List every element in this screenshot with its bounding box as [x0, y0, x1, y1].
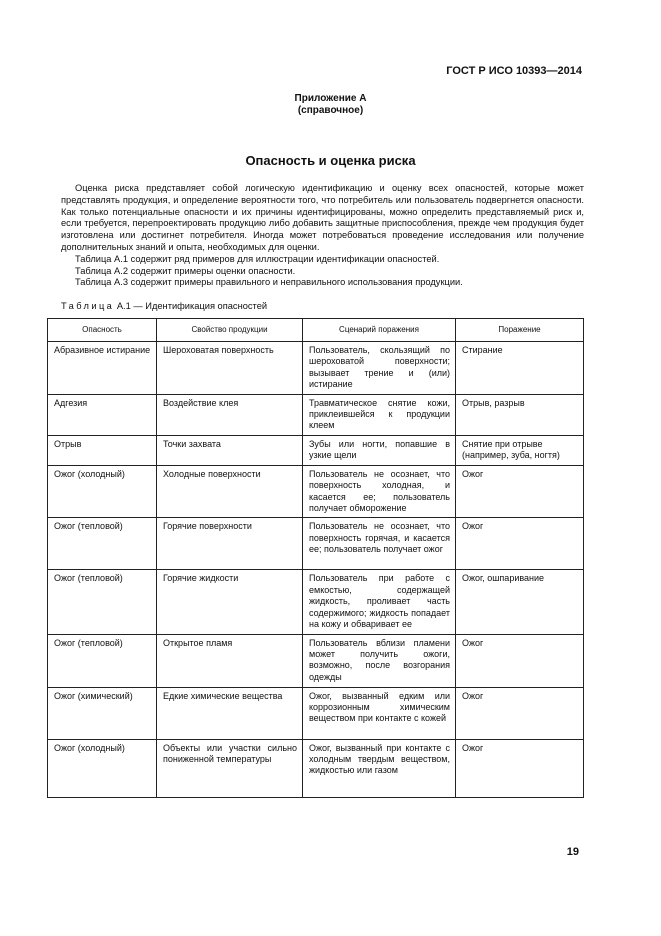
table-cell: Отрыв	[48, 435, 157, 465]
annex-label: Приложение А	[294, 93, 367, 104]
page-number: 19	[566, 846, 579, 858]
paragraph: Оценка риска представляет собой логическую идентификацию и оценку всех опасностей, которые может представлять продукция, и определение вероятности того, что потребитель или пользователь подвергнется опасности. Как только потенциальные опасности и их причины идентифицированы, можно определить представляемый риск и, если требуется, перепроектировать продукцию либо добавить защитные приспособления, прежде чем продукция будет изготовлена или достигнет потребителя. Иногда может потребоваться проведение исследования или получение дополнительных знаний и опыта, необходимых для оценки.	[61, 183, 584, 252]
table-cell: Ожог, вызванный едким или коррозионным химическим веществом при контакте с кожей	[303, 687, 456, 739]
table-row	[48, 634, 584, 687]
document-designation: ГОСТ Р ИСО 10393—2014	[446, 65, 582, 77]
table-cell: Пользователь, скользящий по шероховатой поверхности; вызывает трение и (или) истирание	[303, 342, 456, 395]
paragraph: Таблица А.1 содержит ряд примеров для иллюстрации идентификации опасностей.	[75, 253, 440, 264]
table-header-row	[48, 319, 584, 342]
table-caption	[61, 301, 267, 311]
table-cell: Горячие жидкости	[157, 570, 303, 634]
table-caption-text: А.1 — Идентификация опасностей	[116, 301, 268, 311]
table-cell: Пользователь при работе с емкостью, содержащей жидкость, проливает часть содержимого; жидкость попадает на кожу и обваривает ее	[303, 570, 456, 634]
table-cell: Открытое пламя	[157, 634, 303, 687]
table-cell: Ожог, вызванный при контакте с холодным твердым веществом, жидкостью или газом	[303, 739, 456, 797]
table-cell: Абразивное истирание	[48, 342, 157, 395]
table-caption-label: Таблица	[61, 301, 115, 311]
table-cell: Горячие поверхности	[157, 518, 303, 570]
section-title: Опасность и оценка риска	[245, 153, 416, 168]
paragraph: Таблица А.3 содержит примеры правильного и неправильного использования продукции.	[75, 277, 463, 288]
annex-heading	[0, 93, 661, 117]
table-cell: Ожог (тепловой)	[48, 570, 157, 634]
table-row	[48, 518, 584, 570]
table-cell: Холодные поверхности	[157, 465, 303, 518]
column-header: Опасность	[48, 319, 157, 342]
table-cell: Отрыв, разрыв	[456, 394, 584, 435]
table-cell: Стирание	[456, 342, 584, 395]
table-cell: Снятие при отрыве (например, зуба, ногтя)	[456, 435, 584, 465]
table-cell: Ожог (химический)	[48, 687, 157, 739]
table-row	[48, 570, 584, 634]
table-cell: Адгезия	[48, 394, 157, 435]
table-cell: Ожог	[456, 634, 584, 687]
table-cell: Ожог, ошпаривание	[456, 570, 584, 634]
table-cell: Ожог	[456, 687, 584, 739]
table-row	[48, 342, 584, 395]
table-cell: Пользователь не осознает, что поверхность горячая, и касается ее; пользователь получает ожог	[303, 518, 456, 570]
table-cell: Ожог (тепловой)	[48, 634, 157, 687]
table-cell: Точки захвата	[157, 435, 303, 465]
column-header: Поражение	[456, 319, 584, 342]
table-cell: Ожог	[456, 465, 584, 518]
table-cell: Ожог	[456, 739, 584, 797]
table-row	[48, 687, 584, 739]
table-row	[48, 739, 584, 797]
table-row	[48, 435, 584, 465]
paragraph: Таблица А.2 содержит примеры оценки опасности.	[75, 265, 296, 276]
table-cell: Объекты или участки сильно пониженной температуры	[157, 739, 303, 797]
column-header: Сценарий поражения	[303, 319, 456, 342]
column-header: Свойство продукции	[157, 319, 303, 342]
table-cell: Пользователь не осознает, что поверхность холодная, и касается ее; пользователь получает обморожение	[303, 465, 456, 518]
table-cell: Ожог (тепловой)	[48, 518, 157, 570]
table-row	[48, 394, 584, 435]
table-cell: Едкие химические вещества	[157, 687, 303, 739]
table-cell: Травматическое снятие кожи, приклеившейся к продукции клеем	[303, 394, 456, 435]
table-cell: Ожог (холодный)	[48, 465, 157, 518]
table-cell: Шероховатая поверхность	[157, 342, 303, 395]
table-cell: Зубы или ногти, попавшие в узкие щели	[303, 435, 456, 465]
table-row	[48, 465, 584, 518]
table-cell: Ожог (холодный)	[48, 739, 157, 797]
hazard-table	[47, 318, 584, 798]
body-text	[61, 183, 584, 289]
table-cell: Воздействие клея	[157, 394, 303, 435]
table-cell: Пользователь вблизи пламени может получить ожоги, возможно, после возгорания одежды	[303, 634, 456, 687]
table-cell: Ожог	[456, 518, 584, 570]
annex-status: (справочное)	[297, 105, 364, 116]
